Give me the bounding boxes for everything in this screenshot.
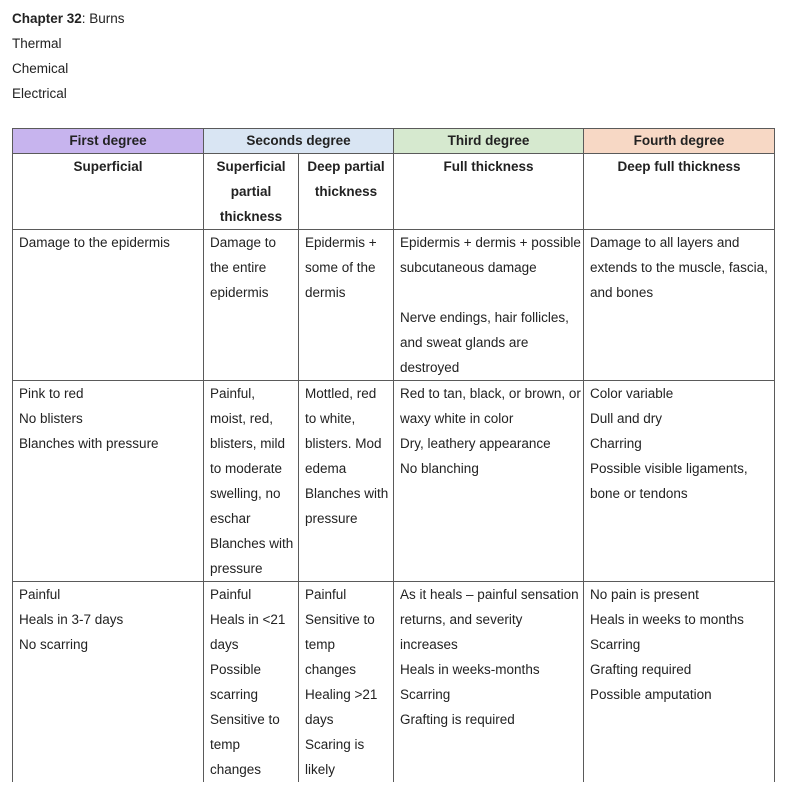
cell-line: Possible visible ligaments, xyxy=(590,461,748,476)
cell-line: Heals in weeks to months xyxy=(590,612,744,627)
cell-line: to white, xyxy=(305,411,356,426)
header-fourth-degree: Fourth degree xyxy=(584,129,775,154)
cell-line: likely xyxy=(305,762,336,777)
cell-line: Dry, leathery appearance xyxy=(400,436,551,451)
chapter-heading-block xyxy=(12,6,125,106)
cell-line: to moderate xyxy=(210,461,283,476)
burn-type-thermal: Thermal xyxy=(12,36,62,51)
burn-type-electrical: Electrical xyxy=(12,86,67,101)
depth-header-row xyxy=(13,154,775,230)
chapter-title xyxy=(12,6,125,31)
cell-line: extends to the muscle, fascia, xyxy=(590,260,768,275)
cell-line: Damage to the epidermis xyxy=(19,235,170,250)
healing-fourth-degree xyxy=(584,582,775,783)
depth-superficial xyxy=(13,154,204,230)
cell-line: blisters, mild xyxy=(210,436,286,451)
cell-line: Deep partial xyxy=(307,159,385,174)
damage-third-degree xyxy=(394,230,584,381)
cell-line: Healing >21 xyxy=(305,687,378,702)
cell-line: Epidermis + xyxy=(305,235,377,250)
cell-line: thickness xyxy=(219,209,283,224)
cell-line: destroyed xyxy=(400,360,460,375)
cell-line: Heals in 3-7 days xyxy=(19,612,124,627)
damage-fourth-degree xyxy=(584,230,775,381)
cell-line: Deep full thickness xyxy=(617,159,741,174)
cell-line: Pink to red xyxy=(19,386,84,401)
healing-superficial-partial xyxy=(204,582,299,783)
cell-line: increases xyxy=(400,637,458,652)
appearance-fourth-degree xyxy=(584,381,775,582)
depth-superficial-partial xyxy=(204,154,299,230)
healing-third-degree xyxy=(394,582,584,783)
table-row xyxy=(13,582,775,783)
cell-line: Blanches with xyxy=(305,486,389,501)
cell-line: days xyxy=(210,637,239,652)
cell-line: Blanches with xyxy=(210,536,294,551)
table-row xyxy=(13,381,775,582)
cell-line: changes xyxy=(305,662,357,677)
cell-line: Dull and dry xyxy=(590,411,663,426)
burn-type-chemical: Chemical xyxy=(12,61,69,76)
cell-line: Scarring xyxy=(590,637,641,652)
cell-line: thickness xyxy=(314,184,378,199)
header-third-degree: Third degree xyxy=(394,129,584,154)
cell-line: Nerve endings, hair follicles, xyxy=(400,310,569,325)
cell-line: Heals in weeks-months xyxy=(400,662,540,677)
cell-line: Sensitive to xyxy=(210,712,280,727)
burn-degree-table xyxy=(12,128,775,782)
cell-line: changes xyxy=(210,762,262,777)
cell-line: Painful xyxy=(305,587,347,602)
cell-line: No pain is present xyxy=(590,587,699,602)
cell-line: the entire xyxy=(210,260,267,275)
cell-line: Damage to all layers and xyxy=(590,235,740,250)
appearance-third-degree xyxy=(394,381,584,582)
cell-line: edema xyxy=(305,461,347,476)
chapter-topic: : Burns xyxy=(81,11,125,26)
header-second-degree: Seconds degree xyxy=(204,129,394,154)
depth-full-thickness xyxy=(394,154,584,230)
cell-line: blisters. Mod xyxy=(305,436,382,451)
cell-line: bone or tendons xyxy=(590,486,688,501)
table-row xyxy=(13,230,775,381)
healing-deep-partial xyxy=(299,582,394,783)
cell-line: and sweat glands are xyxy=(400,335,529,350)
cell-line: Scaring is xyxy=(305,737,365,752)
cell-line: pressure xyxy=(305,511,358,526)
chapter-label: Chapter 32 xyxy=(12,11,82,26)
damage-deep-partial xyxy=(299,230,394,381)
damage-superficial-partial xyxy=(204,230,299,381)
cell-line: Painful xyxy=(210,587,252,602)
cell-line: As it heals – painful sensation xyxy=(400,587,579,602)
cell-line: pressure xyxy=(210,561,263,576)
cell-line: No blanching xyxy=(400,461,479,476)
header-first-degree: First degree xyxy=(13,129,204,154)
cell-line: Epidermis + dermis + possible xyxy=(400,235,581,250)
cell-line: Full thickness xyxy=(443,159,534,174)
cell-line: Superficial xyxy=(73,159,143,174)
cell-line: Heals in <21 xyxy=(210,612,286,627)
cell-line: Color variable xyxy=(590,386,674,401)
cell-line: eschar xyxy=(210,511,251,526)
cell-line: temp xyxy=(305,637,336,652)
healing-first-degree xyxy=(13,582,204,783)
cell-line: Scarring xyxy=(400,687,451,702)
cell-line: No blisters xyxy=(19,411,83,426)
cell-line: subcutaneous damage xyxy=(400,260,537,275)
appearance-first-degree xyxy=(13,381,204,582)
cell-line: Charring xyxy=(590,436,642,451)
line-gap xyxy=(400,280,577,305)
cell-line: temp xyxy=(210,737,241,752)
cell-line: Painful xyxy=(19,587,61,602)
cell-line: partial xyxy=(230,184,272,199)
cell-line: Grafting is required xyxy=(400,712,515,727)
cell-line: waxy white in color xyxy=(400,411,514,426)
cell-line: Red to tan, black, or brown, or xyxy=(400,386,581,401)
cell-line: Mottled, red xyxy=(305,386,377,401)
cell-line: Blanches with pressure xyxy=(19,436,159,451)
cell-line: scarring xyxy=(210,687,259,702)
cell-line: and bones xyxy=(590,285,654,300)
depth-deep-partial xyxy=(299,154,394,230)
damage-first-degree xyxy=(13,230,204,381)
cell-line: Painful, xyxy=(210,386,256,401)
cell-line: some of the xyxy=(305,260,376,275)
cell-line: returns, and severity xyxy=(400,612,523,627)
degree-header-row xyxy=(13,129,775,154)
cell-line: No scarring xyxy=(19,637,89,652)
appearance-deep-partial xyxy=(299,381,394,582)
cell-line: Sensitive to xyxy=(305,612,375,627)
cell-line: Possible xyxy=(210,662,262,677)
cell-line: moist, red, xyxy=(210,411,274,426)
cell-line: Damage to xyxy=(210,235,277,250)
cell-line: epidermis xyxy=(210,285,269,300)
cell-line: Possible amputation xyxy=(590,687,712,702)
cell-line: swelling, no xyxy=(210,486,281,501)
cell-line: days xyxy=(305,712,334,727)
appearance-superficial-partial xyxy=(204,381,299,582)
cell-line: Grafting required xyxy=(590,662,692,677)
cell-line: Superficial xyxy=(216,159,286,174)
depth-deep-full-thickness xyxy=(584,154,775,230)
cell-line: dermis xyxy=(305,285,346,300)
